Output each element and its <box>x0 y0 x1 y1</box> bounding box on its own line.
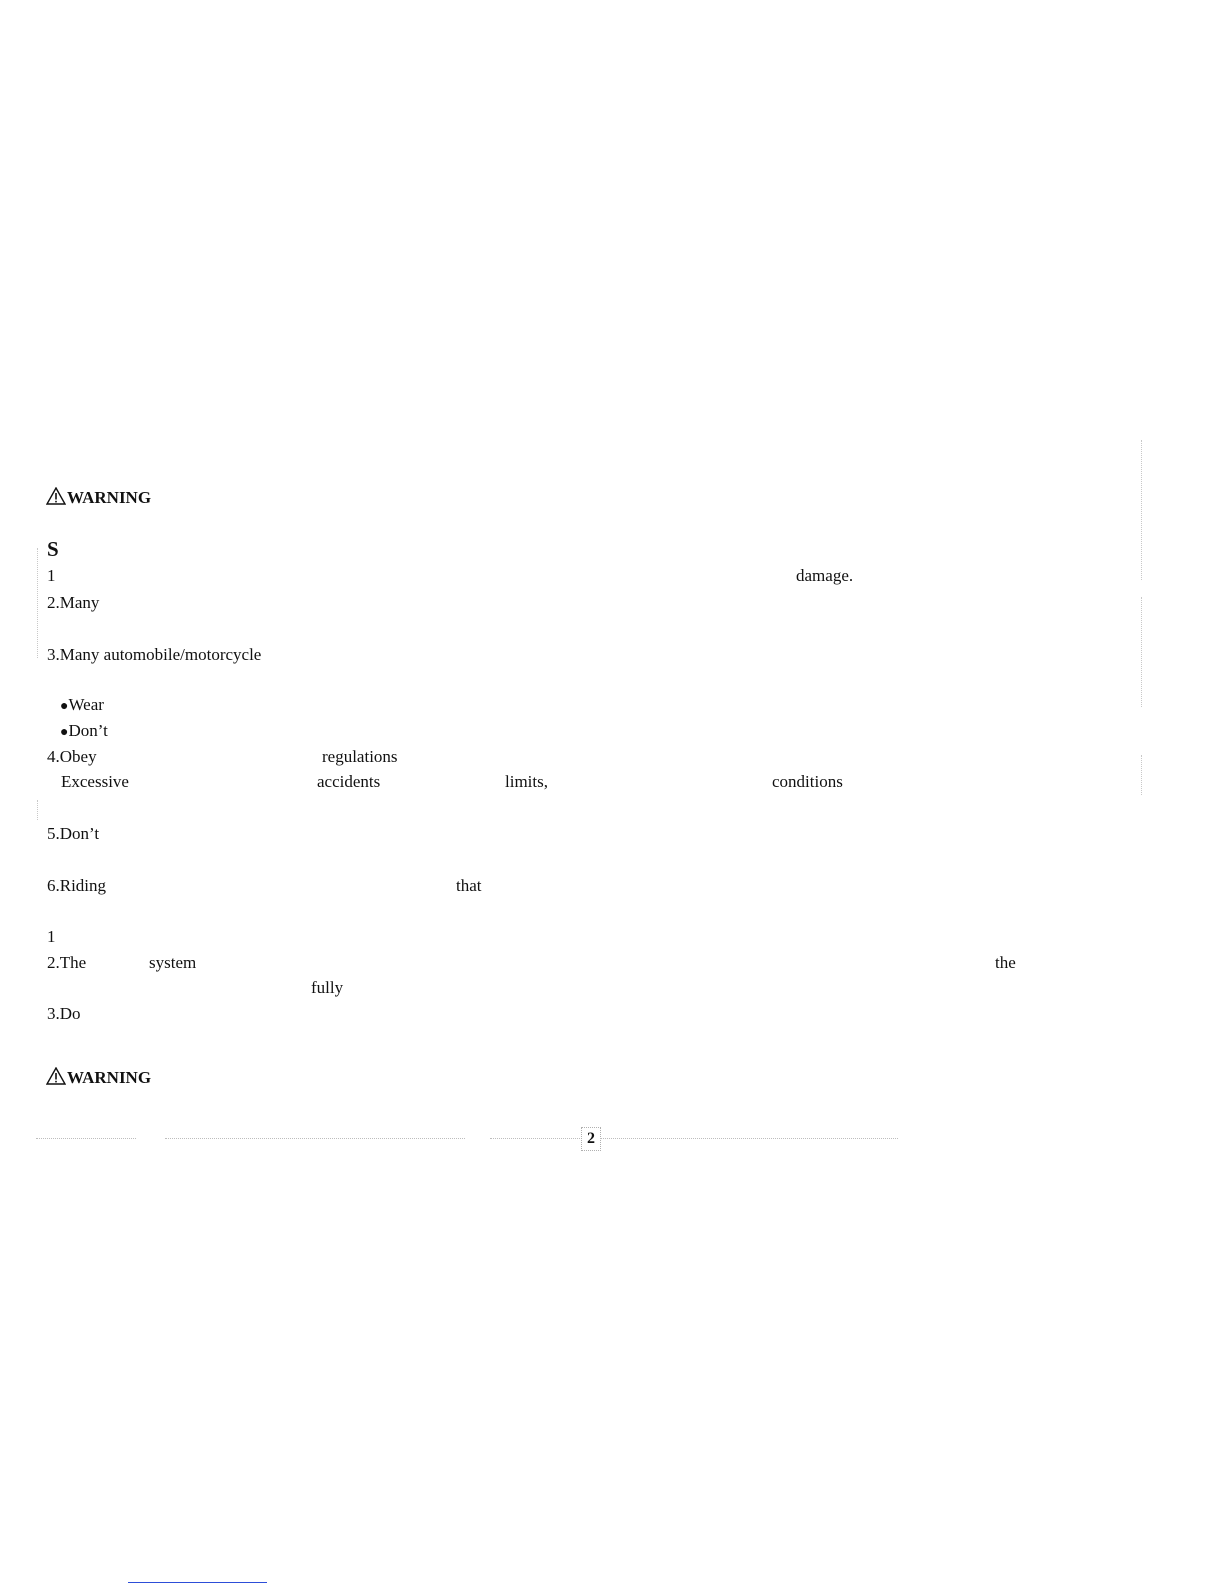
maint-line-2-start: 2.The <box>47 953 87 972</box>
warning-triangle-icon <box>46 1067 66 1085</box>
bullet-item-2 <box>60 721 108 743</box>
scan-dotted-edge <box>37 800 38 820</box>
scan-dotted-edge <box>37 548 38 658</box>
text-line-4b-word-3: limits, <box>505 772 548 791</box>
section-initial: S <box>47 537 59 561</box>
text-line-4-start: 4.Obey <box>47 747 97 766</box>
warning-heading-bottom <box>46 1067 151 1088</box>
maint-line-3-start: 3.Do <box>47 1004 81 1023</box>
text-line-4b-word-4: conditions <box>772 772 843 791</box>
maint-line-2-end: the <box>995 953 1016 972</box>
scan-dotted-line <box>600 1138 898 1139</box>
text-line-1-end: damage. <box>796 566 854 585</box>
maint-line-2-word-2: system <box>149 953 197 972</box>
bullet-item-1-text: Wear <box>68 695 104 714</box>
maint-line-1-start: 1 <box>47 927 56 946</box>
warning-label-bottom: WARNING <box>67 1068 152 1087</box>
scan-dotted-line <box>165 1138 465 1139</box>
text-line-4b-word-2: accidents <box>317 772 381 791</box>
bullet-item-2-text: Don’t <box>68 721 108 740</box>
warning-label-top: WARNING <box>67 488 152 507</box>
scan-dotted-line <box>36 1138 136 1139</box>
scan-dotted-line <box>490 1138 580 1139</box>
bullet-dot-icon: ● <box>60 699 69 714</box>
scan-artifact-underline <box>128 1582 267 1583</box>
scan-dotted-edge <box>1141 440 1142 580</box>
maint-line-2b-word: fully <box>311 978 344 997</box>
text-line-1-start: 1 <box>47 566 56 585</box>
warning-triangle-icon <box>46 487 66 505</box>
warning-heading-top <box>46 487 151 508</box>
text-line-4b-start: Excessive <box>61 772 129 791</box>
text-line-5-start: 5.Don’t <box>47 824 100 843</box>
text-line-4-middle: regulations <box>322 747 398 766</box>
text-line-6-start: 6.Riding <box>47 876 107 895</box>
text-line-2-start: 2.Many <box>47 593 100 612</box>
bullet-dot-icon: ● <box>60 725 69 740</box>
scan-dotted-edge <box>1141 755 1142 795</box>
text-line-6-middle: that <box>456 876 482 895</box>
page-number: 2 <box>581 1127 601 1151</box>
text-line-3-start: 3.Many automobile/motorcycle <box>47 645 262 664</box>
scan-dotted-edge <box>1141 597 1142 707</box>
bullet-item-1 <box>60 695 104 717</box>
